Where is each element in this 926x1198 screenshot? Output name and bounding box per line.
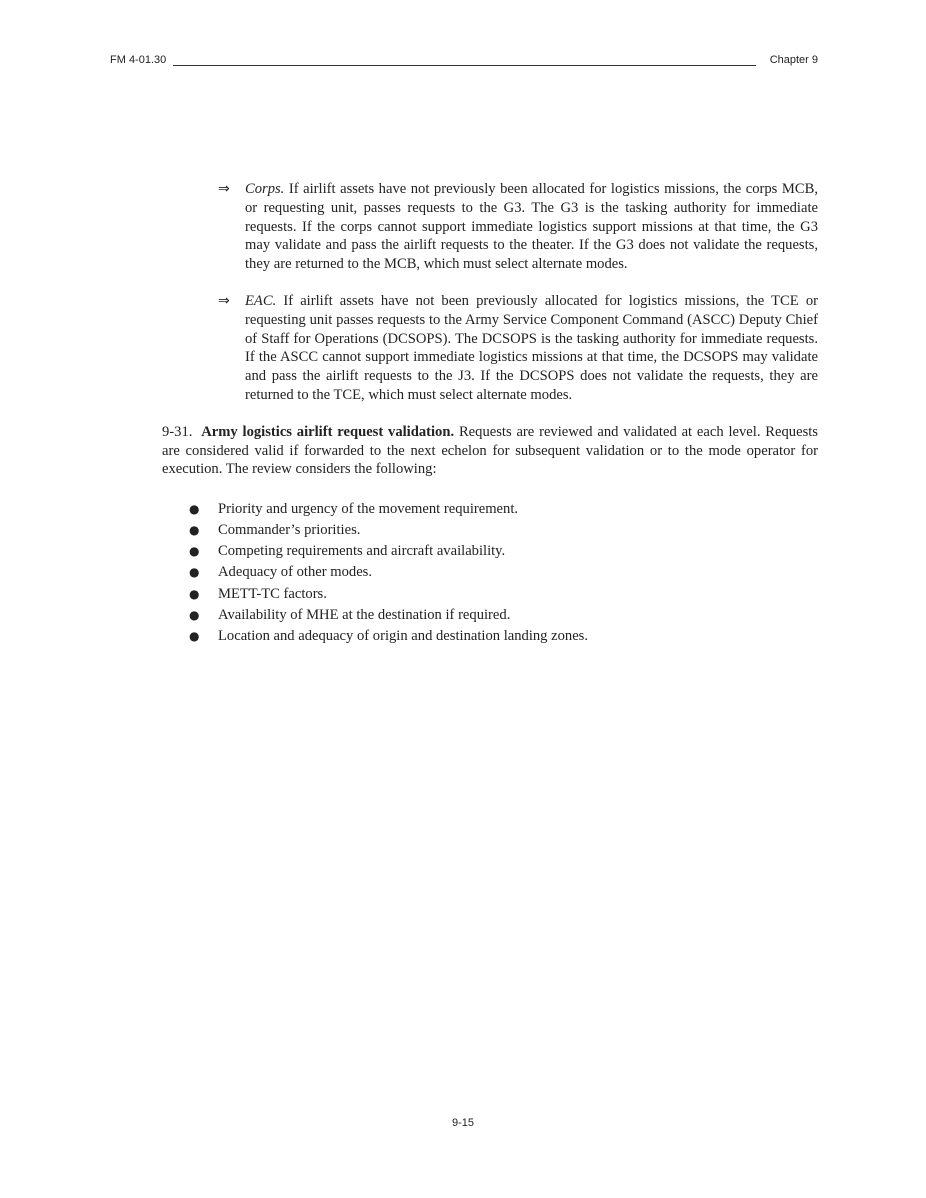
eac-item — [162, 292, 818, 405]
right-arrow-icon: ⇒ — [218, 181, 230, 197]
bullet-icon: ● — [189, 502, 200, 517]
list-item: ● METT-TC factors. — [189, 585, 327, 602]
item-lead: Corps. — [245, 181, 285, 197]
bullet-icon: ● — [189, 544, 200, 559]
item-text: If airlift assets have not been previously allocated for logistics missions, the TCE or requesting unit passes requests to the Army Service Component Command (ASCC) Deputy Chief of Staff for Operations (DCSOPS). The DCSOPS is the tasking authority for immediate requests. If the ASCC cannot support immediate logistics missions at that time, the DCSOPS may validate and pass the airlift requests to the J3. If the DCSOPS does not validate the requests, they are returned to the TCE, which must select alternate modes. — [245, 292, 818, 403]
list-item: ● Priority and urgency of the movement requirement. — [189, 501, 519, 518]
paragraph-title: Army logistics airlift request validation. — [201, 423, 455, 440]
bullet-icon: ● — [189, 628, 200, 643]
page-header — [110, 54, 818, 70]
chapter-label: Chapter 9 — [769, 54, 818, 66]
publication-id: FM 4-01.30 — [110, 54, 167, 66]
list-item: ● Commander’s priorities. — [189, 522, 361, 539]
right-arrow-icon: ⇒ — [218, 292, 230, 309]
page-number: 9-15 — [451, 1117, 475, 1129]
bullet-icon: ● — [189, 607, 200, 622]
item-text: If airlift assets have not previously been allocated for logistics missions, the corps MCB, or requesting unit, passes requests to the G3. The G3 is the tasking authority for immediate requests. If the corps cannot support immediate logistics support missions at that time, the G3 may validate and pass the airlift requests to the theater. If the G3 does not validate the requests, they are returned to the MCB, which must select alternate modes. — [245, 181, 818, 273]
paragraph-number: 9-31. — [162, 423, 193, 440]
header-rule — [173, 65, 756, 66]
list-item: ● Location and adequacy of origin and destination landing zones. — [189, 627, 589, 644]
item-lead: EAC. — [245, 292, 277, 309]
paragraph-9-31 — [162, 423, 818, 479]
corps-item — [162, 180, 818, 274]
paragraph-text: Requests are reviewed and validated at each level. Requests are considered valid if forwarded to the next echelon for subsequent validation or to the mode operator for execution. The review considers the following: — [162, 423, 818, 478]
review-criteria-list — [162, 500, 818, 645]
list-item: ● Adequacy of other modes. — [189, 564, 372, 581]
page-body — [162, 180, 818, 648]
bullet-icon: ● — [189, 523, 200, 538]
list-item: ● Availability of MHE at the destination if required. — [189, 606, 511, 623]
bullet-icon: ● — [189, 565, 200, 580]
bullet-icon: ● — [189, 586, 200, 601]
list-item: ● Competing requirements and aircraft availability. — [189, 543, 506, 560]
